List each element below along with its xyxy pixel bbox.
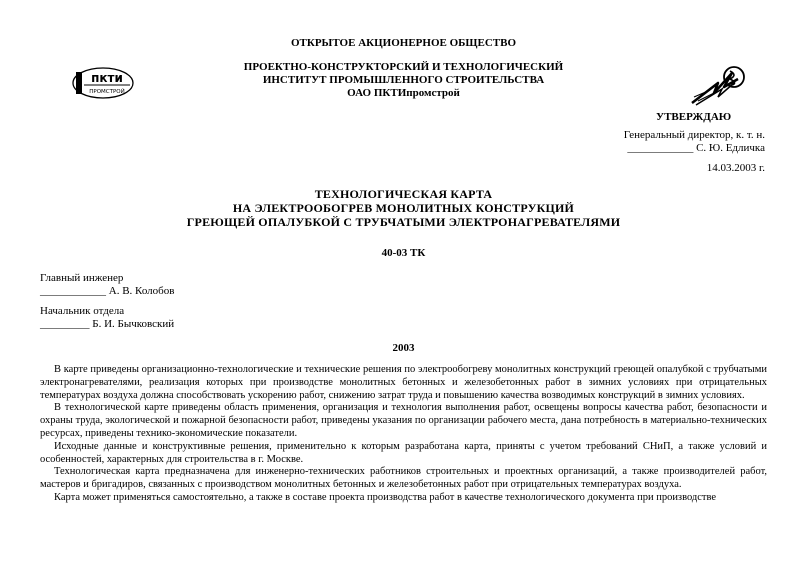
document-body bbox=[40, 364, 767, 505]
signatory-signature: _________ Б. И. Бычковский bbox=[40, 318, 175, 330]
approval-signature: ____________ С. Ю. Едличка bbox=[627, 142, 765, 154]
title-line-2: НА ЭЛЕКТРООБОГРЕВ МОНОЛИТНЫХ КОНСТРУКЦИЙ bbox=[232, 201, 575, 215]
signatory-role: Главный инженер bbox=[40, 272, 124, 284]
paragraph: В технологической карте приведены область применения, организация и технология выполнения работ, освещены вопросы качества работ, безопасности и охраны труда, экологической и пожарной безопасности работ, приведены указания по организации рабочего места, дана потребность в материально-технических ресурсах, приведены технико-экономические показатели. bbox=[40, 402, 767, 439]
paragraph: Карта может применяться самостоятельно, а также в составе проекта производства работ в качестве технологического документа при производстве bbox=[54, 491, 717, 503]
document-title bbox=[0, 187, 807, 229]
signatory-chief-engineer bbox=[40, 272, 174, 298]
pkti-logo bbox=[72, 67, 134, 99]
paragraph: Технологическая карта предназначена для инженерно-технических работников строительных и проектных организаций, а также производителей работ, мастеров и бригадиров, связанных с производством монолитных бетонных и железобетонных работ при отрицательных температурах воздуха. bbox=[40, 466, 767, 491]
institute-line-1: ПРОЕКТНО-КОНСТРУКТОРСКИЙ И ТЕХНОЛОГИЧЕСКИЙ bbox=[243, 61, 564, 73]
signatory-signature: ____________ А. В. Колобов bbox=[40, 285, 175, 297]
company-emblem-icon bbox=[688, 63, 748, 107]
org-type: ОТКРЫТОЕ АКЦИОНЕРНОЕ ОБЩЕСТВО bbox=[290, 37, 517, 49]
approval-position: Генеральный директор, к. т. н. bbox=[623, 129, 765, 141]
logo-text-bottom: ПРОМСТРОЙ bbox=[89, 89, 125, 95]
document-year: 2003 bbox=[392, 342, 415, 354]
paragraph: Исходные данные и конструктивные решения, применительно к которым разработана карта, приняты с учетом требований СНиП, а также условий и особенностей, характерных для строительства в г. Москве. bbox=[40, 440, 767, 465]
paragraph: В карте приведены организационно-технологические и технические решения по электрообогреву монолитных конструкций греющей опалубкой с трубчатыми электронагревателями, реализация которых при производстве монолитных бетонных и железобетонных работ в зимних условиях при отрицательных температурах воздуха должна способствовать ускорению работ, снижению затрат труда и повышению качества возводимых конструкций в зимних условиях. bbox=[40, 364, 767, 401]
document-code: 40-03 ТК bbox=[381, 247, 426, 259]
logo-text-top: пкти bbox=[91, 71, 123, 85]
signatory-role: Начальник отдела bbox=[40, 305, 125, 317]
approval-label: УТВЕРЖДАЮ bbox=[656, 111, 732, 123]
institute-line-2: ИНСТИТУТ ПРОМЫШЛЕННОГО СТРОИТЕЛЬСТВА bbox=[262, 74, 545, 86]
signatory-department-head bbox=[40, 305, 174, 331]
approval-date: 14.03.2003 г. bbox=[706, 162, 765, 174]
institute-short-name: ОАО ПКТИпромстрой bbox=[347, 87, 460, 99]
title-line-1: ТЕХНОЛОГИЧЕСКАЯ КАРТА bbox=[314, 187, 493, 201]
title-line-3: ГРЕЮЩЕЙ ОПАЛУБКОЙ С ТРУБЧАТЫМИ ЭЛЕКТРОНАГРЕВАТЕЛЯМИ bbox=[186, 215, 621, 229]
